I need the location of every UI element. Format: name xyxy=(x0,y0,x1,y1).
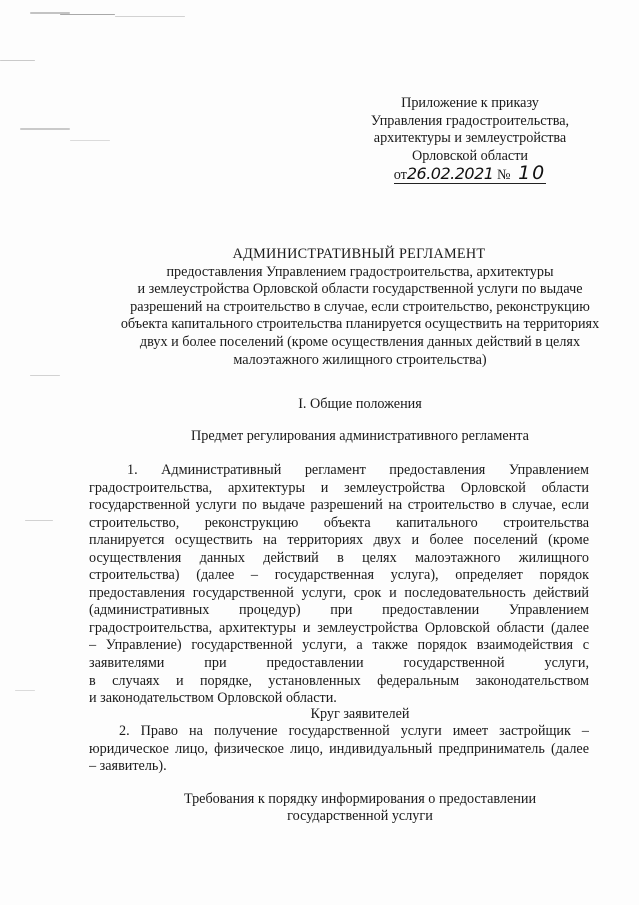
info-requirements-heading-cont: государственной услуги xyxy=(287,808,433,824)
paragraph-1 xyxy=(89,462,589,708)
paragraph-2 xyxy=(89,723,589,776)
order-date-number xyxy=(393,162,547,185)
scan-noise xyxy=(60,14,115,15)
title-line: предоставления Управлением градостроительства, архитектуры xyxy=(166,263,554,280)
paragraph-line: – заявитель). xyxy=(89,758,167,775)
section-heading: I. Общие положения xyxy=(298,396,422,412)
paragraph-line: (административных процедур) при предоставлении Управлением xyxy=(89,602,589,619)
info-requirements-heading: Требования к порядку информирования о предоставлении xyxy=(183,791,537,807)
handwritten-date: 26.02.2021 xyxy=(406,164,494,183)
scan-noise xyxy=(25,520,53,521)
paragraph-line: строительства) (далее – государственная услуга), определяет порядок xyxy=(89,567,589,584)
paragraph-line: 2. Право на получение государственной услуги имеет застройщик – xyxy=(119,723,589,739)
paragraph-line: государственной услуги по выдаче разрешений на строительство в случае, если xyxy=(89,497,589,514)
scan-noise xyxy=(115,16,185,17)
scan-noise xyxy=(0,60,35,61)
paragraph-line: 1. Административный регламент предоставления Управлением xyxy=(127,462,589,478)
paragraph-line: – Управление) государственной услуги, а также порядок взаимодействия с xyxy=(89,637,589,654)
appendix-line: Управления градостроительства, xyxy=(370,112,570,129)
title-line: разрешений на строительство в случае, если строительство, реконструкцию xyxy=(130,298,590,315)
appendix-line: Приложение к приказу xyxy=(401,95,539,111)
appendix-line: Орловской области xyxy=(411,147,529,164)
paragraph-line: градостроительства, архитектуры и землеустройства Орловской области (далее xyxy=(89,619,589,636)
scan-noise xyxy=(30,375,60,376)
paragraph-line: и законодательством Орловской области. xyxy=(89,690,337,707)
appendix-header xyxy=(355,95,585,185)
subsection-heading: Предмет регулирования административного регламента xyxy=(191,428,529,444)
paragraph-line: заявителями при предоставлении государственной услуги, xyxy=(89,655,589,672)
regulation-title xyxy=(70,246,639,369)
title-line: объекта капитального строительства планируется осуществить на территориях xyxy=(120,316,600,333)
paragraph-line: планируется осуществить на территориях двух и более поселений (кроме xyxy=(89,532,589,549)
number-sign: № xyxy=(496,167,511,183)
scan-noise xyxy=(70,140,110,141)
paragraph-line: юридическое лицо, физическое лицо, индивидуальный предприниматель (далее xyxy=(89,740,589,757)
title-line: малоэтажного жилищного строительства) xyxy=(233,351,487,368)
handwritten-number: 10 xyxy=(518,162,547,184)
scan-noise xyxy=(15,690,35,691)
paragraph-line: в случаях и порядке, установленных федеральным законодательством xyxy=(89,672,589,689)
title-line: двух и более поселений (кроме осуществления данных действий в целях xyxy=(139,333,581,350)
paragraph-line: строительство, реконструкцию объекта капитального строительства xyxy=(89,514,589,531)
applicants-heading: Круг заявителей xyxy=(310,706,410,722)
appendix-line: архитектуры и землеустройства xyxy=(373,130,567,146)
document-title: АДМИНИСТРАТИВНЫЙ РЕГЛАМЕНТ xyxy=(232,246,486,262)
paragraph-line: градостроительства, архитектуры и землеустройства Орловской области xyxy=(89,479,589,496)
title-line: и землеустройства Орловской области государственной услуги по выдаче xyxy=(137,281,583,298)
paragraph-line: осуществления данных действий в целях малоэтажного жилищного xyxy=(89,549,589,566)
paragraph-line: предоставления государственной услуги, срок и последовательность действий xyxy=(89,584,589,601)
date-underline xyxy=(394,183,547,184)
date-prefix: от xyxy=(393,167,407,183)
scan-noise xyxy=(20,128,70,130)
